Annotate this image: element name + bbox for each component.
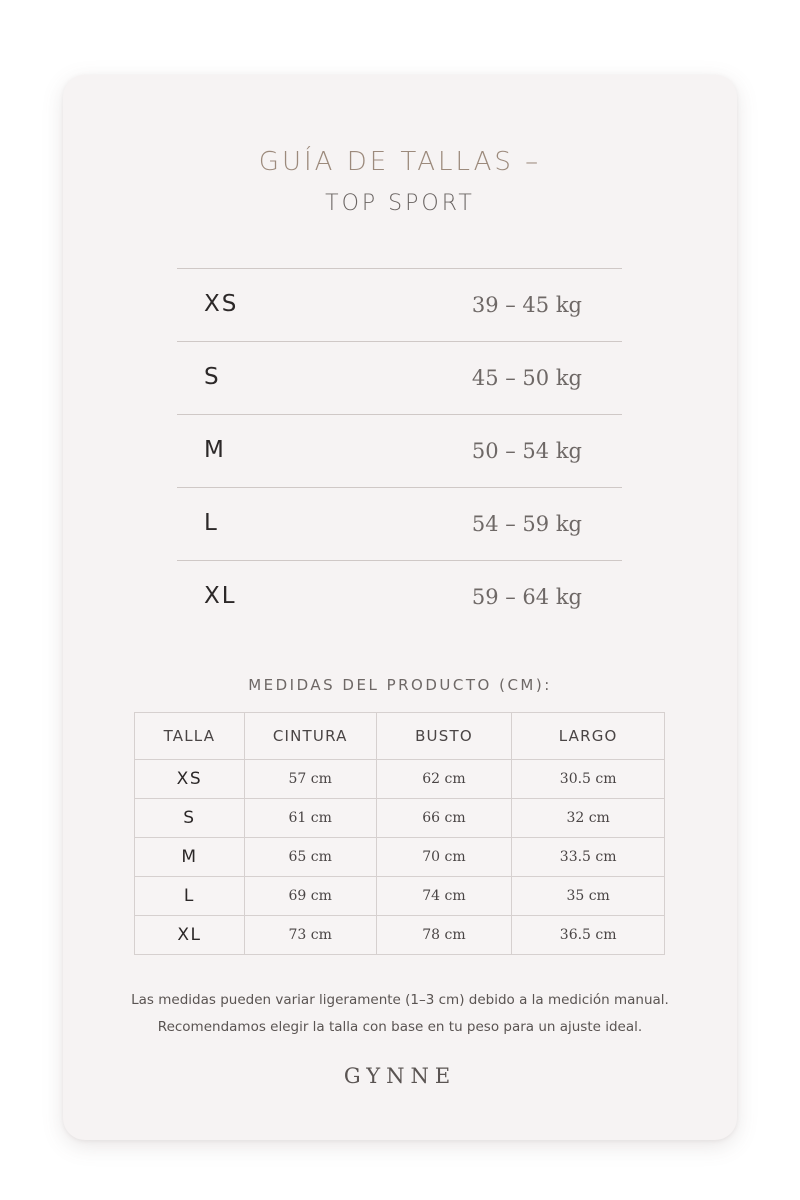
cell-busto: 70 cm (376, 838, 512, 877)
table-row (135, 838, 665, 877)
cell-cintura: 65 cm (244, 838, 376, 877)
size-guide-card (63, 75, 737, 1140)
brand-logo: GYNNE (343, 1064, 457, 1088)
size-label: XL (204, 583, 237, 609)
column-header-cintura: CINTURA (244, 713, 376, 760)
weight-range: 59 – 64 kg (471, 585, 582, 609)
cell-busto: 78 cm (376, 916, 512, 955)
recommendation-note: Recomendamos elegir la talla con base en tu peso para un ajuste ideal. (157, 1019, 643, 1035)
cell-size: XL (135, 916, 245, 955)
size-label: S (204, 364, 221, 390)
size-label: M (204, 437, 226, 463)
disclaimer-note: Las medidas pueden variar ligeramente (1–3 cm) debido a la medición manual. (131, 992, 669, 1008)
size-row-xl (177, 560, 622, 633)
column-header-talla: TALLA (135, 713, 245, 760)
size-label: XS (204, 291, 239, 317)
cell-busto: 62 cm (376, 760, 512, 799)
cell-size: S (135, 799, 245, 838)
cell-busto: 66 cm (376, 799, 512, 838)
weight-range: 45 – 50 kg (471, 366, 582, 390)
column-header-largo: LARGO (512, 713, 665, 760)
cell-cintura: 57 cm (244, 760, 376, 799)
cell-size: M (135, 838, 245, 877)
weight-range: 54 – 59 kg (471, 512, 582, 536)
size-row-m (177, 414, 622, 487)
cell-largo: 30.5 cm (512, 760, 665, 799)
measures-title: MEDIDAS DEL PRODUCTO (CM): (248, 676, 552, 694)
cell-cintura: 69 cm (244, 877, 376, 916)
column-header-busto: BUSTO (376, 713, 512, 760)
size-row-xs (177, 268, 622, 341)
cell-busto: 74 cm (376, 877, 512, 916)
weight-size-list (177, 268, 622, 633)
cell-size: XS (135, 760, 245, 799)
weight-range: 50 – 54 kg (471, 439, 582, 463)
cell-largo: 33.5 cm (512, 838, 665, 877)
cell-largo: 36.5 cm (512, 916, 665, 955)
cell-largo: 32 cm (512, 799, 665, 838)
table-header-row (135, 713, 665, 760)
cell-size: L (135, 877, 245, 916)
size-label: L (204, 510, 219, 536)
cell-cintura: 73 cm (244, 916, 376, 955)
page-title: GUÍA DE TALLAS – (258, 147, 542, 177)
size-row-l (177, 487, 622, 560)
weight-range: 39 – 45 kg (471, 293, 582, 317)
measures-table (134, 712, 665, 955)
table-row (135, 799, 665, 838)
table-row (135, 877, 665, 916)
page-subtitle: TOP SPORT (325, 191, 475, 216)
size-row-s (177, 341, 622, 414)
cell-largo: 35 cm (512, 877, 665, 916)
table-row (135, 916, 665, 955)
cell-cintura: 61 cm (244, 799, 376, 838)
table-row (135, 760, 665, 799)
